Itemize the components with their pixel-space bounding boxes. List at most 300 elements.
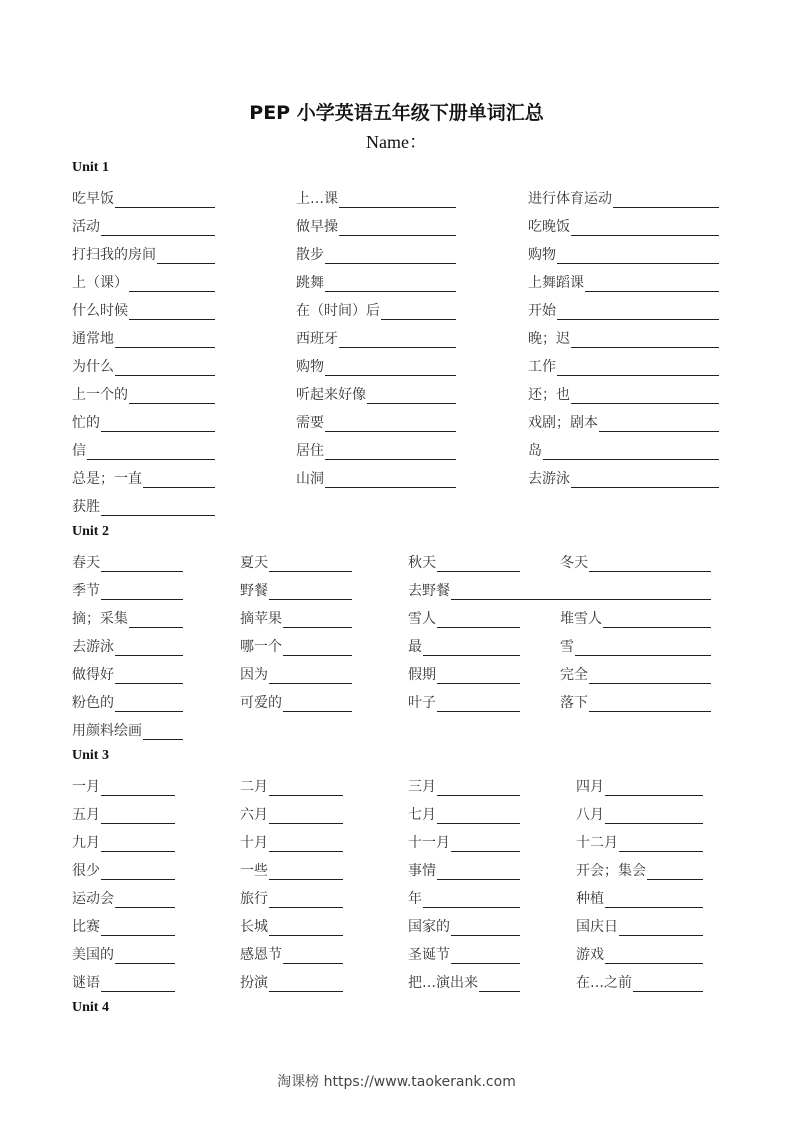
answer-blank[interactable]	[283, 947, 343, 964]
word-label: 很少	[72, 863, 100, 879]
answer-blank[interactable]	[451, 947, 520, 964]
word-entry	[576, 804, 703, 824]
word-entry	[576, 972, 703, 992]
word-entry	[240, 888, 343, 908]
word-label: 可爱的	[240, 695, 282, 711]
word-entry	[72, 496, 215, 516]
answer-blank[interactable]	[605, 947, 703, 964]
answer-blank[interactable]	[479, 975, 520, 992]
unit3-row	[0, 972, 793, 1000]
word-entry	[72, 692, 183, 712]
answer-blank[interactable]	[619, 835, 703, 852]
answer-blank[interactable]	[589, 695, 711, 712]
word-entry	[296, 300, 456, 320]
word-entry	[408, 972, 520, 992]
word-entry	[576, 860, 703, 880]
word-entry	[408, 580, 711, 600]
word-label: 秋天	[408, 555, 436, 571]
word-entry	[72, 356, 215, 376]
word-label: 打扫我的房间	[72, 247, 156, 263]
word-label: 活动	[72, 219, 100, 235]
word-entry	[72, 384, 215, 404]
answer-blank[interactable]	[115, 639, 183, 656]
answer-blank[interactable]	[143, 723, 183, 740]
answer-blank[interactable]	[571, 219, 719, 236]
word-entry	[296, 272, 456, 292]
unit1-row	[0, 496, 793, 524]
word-entry	[296, 468, 456, 488]
word-label: 五月	[72, 807, 100, 823]
word-label: 上舞蹈课	[528, 275, 584, 291]
word-label: 上一个的	[72, 387, 128, 403]
word-label: 开始	[528, 303, 556, 319]
answer-blank[interactable]	[599, 415, 719, 432]
word-label: 假期	[408, 667, 436, 683]
word-label: 雪	[560, 639, 574, 655]
unit3-heading: Unit 3	[72, 748, 109, 763]
word-entry	[72, 944, 175, 964]
answer-blank[interactable]	[605, 779, 703, 796]
answer-blank[interactable]	[325, 247, 456, 264]
unit3-row	[0, 832, 793, 860]
word-label: 用颜料绘画	[72, 723, 142, 739]
answer-blank[interactable]	[157, 247, 215, 264]
word-entry	[296, 188, 456, 208]
answer-blank[interactable]	[647, 863, 703, 880]
answer-blank[interactable]	[129, 275, 215, 292]
answer-blank[interactable]	[115, 667, 183, 684]
answer-blank[interactable]	[269, 779, 343, 796]
answer-blank[interactable]	[603, 611, 711, 628]
word-entry	[408, 636, 520, 656]
word-label: 去游泳	[72, 639, 114, 655]
word-label: 西班牙	[296, 331, 338, 347]
word-label: 进行体育运动	[528, 191, 612, 207]
word-entry	[240, 944, 343, 964]
word-entry	[528, 300, 719, 320]
word-label: 居住	[296, 443, 324, 459]
answer-blank[interactable]	[437, 555, 520, 572]
word-label: 国庆日	[576, 919, 618, 935]
unit4-heading: Unit 4	[72, 1000, 109, 1015]
word-entry	[408, 916, 520, 936]
answer-blank[interactable]	[451, 919, 520, 936]
word-label: 八月	[576, 807, 604, 823]
word-entry	[72, 636, 183, 656]
word-entry	[528, 272, 719, 292]
answer-blank[interactable]	[451, 583, 711, 600]
answer-blank[interactable]	[437, 807, 520, 824]
answer-blank[interactable]	[325, 443, 456, 460]
word-entry	[296, 356, 456, 376]
word-entry	[72, 300, 215, 320]
word-entry	[408, 692, 520, 712]
answer-blank[interactable]	[101, 863, 175, 880]
unit2-row	[0, 664, 793, 692]
word-label: 哪一个	[240, 639, 282, 655]
answer-blank[interactable]	[339, 219, 456, 236]
word-label: 把…演出来	[408, 975, 478, 991]
word-entry	[528, 412, 719, 432]
word-entry	[296, 216, 456, 236]
answer-blank[interactable]	[101, 835, 175, 852]
unit2-row	[0, 552, 793, 580]
answer-blank[interactable]	[283, 639, 352, 656]
word-label: 一些	[240, 863, 268, 879]
word-label: 游戏	[576, 947, 604, 963]
answer-blank[interactable]	[543, 443, 719, 460]
answer-blank[interactable]	[101, 919, 175, 936]
word-entry	[560, 664, 711, 684]
unit1-row	[0, 468, 793, 496]
answer-blank[interactable]	[605, 891, 703, 908]
word-label: 做早操	[296, 219, 338, 235]
word-label: 十月	[240, 835, 268, 851]
word-entry	[240, 636, 352, 656]
answer-blank[interactable]	[325, 275, 456, 292]
answer-blank[interactable]	[325, 471, 456, 488]
word-label: 开会；集会	[576, 863, 646, 879]
word-label: 美国的	[72, 947, 114, 963]
answer-blank[interactable]	[437, 667, 520, 684]
word-entry	[576, 776, 703, 796]
word-entry	[72, 580, 183, 600]
word-entry	[560, 636, 711, 656]
answer-blank[interactable]	[269, 919, 343, 936]
answer-blank[interactable]	[269, 555, 352, 572]
word-entry	[296, 412, 456, 432]
word-label: 需要	[296, 415, 324, 431]
answer-blank[interactable]	[571, 471, 719, 488]
word-label: 去野餐	[408, 583, 450, 599]
word-entry	[72, 552, 183, 572]
word-label: 谜语	[72, 975, 100, 991]
word-label: 最	[408, 639, 422, 655]
answer-blank[interactable]	[101, 415, 215, 432]
word-entry	[576, 944, 703, 964]
word-label: 工作	[528, 359, 556, 375]
answer-blank[interactable]	[283, 695, 352, 712]
word-entry	[528, 216, 719, 236]
answer-blank[interactable]	[619, 919, 703, 936]
answer-blank[interactable]	[101, 975, 175, 992]
word-entry	[408, 552, 520, 572]
word-entry	[72, 272, 215, 292]
word-label: 山洞	[296, 471, 324, 487]
word-entry	[72, 664, 183, 684]
answer-blank[interactable]	[115, 695, 183, 712]
word-entry	[408, 888, 520, 908]
answer-blank[interactable]	[101, 807, 175, 824]
unit1-row	[0, 384, 793, 412]
word-label: 跳舞	[296, 275, 324, 291]
word-entry	[240, 552, 352, 572]
word-label: 购物	[528, 247, 556, 263]
word-entry	[240, 972, 343, 992]
word-entry	[240, 664, 352, 684]
unit3-row	[0, 888, 793, 916]
word-label: 还；也	[528, 387, 570, 403]
word-label: 雪人	[408, 611, 436, 627]
unit1-heading: Unit 1	[72, 160, 109, 175]
word-entry	[72, 832, 175, 852]
word-label: 二月	[240, 779, 268, 795]
word-entry	[240, 580, 352, 600]
word-label: 通常地	[72, 331, 114, 347]
word-label: 上…课	[296, 191, 338, 207]
word-label: 摘；采集	[72, 611, 128, 627]
answer-blank[interactable]	[423, 639, 520, 656]
word-entry	[408, 776, 520, 796]
word-label: 季节	[72, 583, 100, 599]
answer-blank[interactable]	[269, 975, 343, 992]
word-label: 四月	[576, 779, 604, 795]
word-entry	[72, 216, 215, 236]
word-label: 晚；迟	[528, 331, 570, 347]
word-label: 上（课）	[72, 275, 128, 291]
answer-blank[interactable]	[633, 975, 703, 992]
answer-blank[interactable]	[325, 359, 456, 376]
answer-blank[interactable]	[575, 639, 711, 656]
word-entry	[528, 384, 719, 404]
word-label: 忙的	[72, 415, 100, 431]
word-entry	[72, 776, 175, 796]
word-label: 运动会	[72, 891, 114, 907]
word-label: 旅行	[240, 891, 268, 907]
answer-blank[interactable]	[605, 807, 703, 824]
word-label: 堆雪人	[560, 611, 602, 627]
answer-blank[interactable]	[339, 191, 456, 208]
word-label: 为什么	[72, 359, 114, 375]
answer-blank[interactable]	[143, 471, 215, 488]
answer-blank[interactable]	[557, 247, 719, 264]
word-label: 叶子	[408, 695, 436, 711]
word-label: 国家的	[408, 919, 450, 935]
answer-blank[interactable]	[571, 387, 719, 404]
answer-blank[interactable]	[115, 947, 175, 964]
word-label: 七月	[408, 807, 436, 823]
answer-blank[interactable]	[269, 863, 343, 880]
unit3-row	[0, 916, 793, 944]
word-label: 落下	[560, 695, 588, 711]
word-label: 做得好	[72, 667, 114, 683]
answer-blank[interactable]	[283, 611, 352, 628]
answer-blank[interactable]	[269, 835, 343, 852]
answer-blank[interactable]	[269, 891, 343, 908]
unit3-row	[0, 860, 793, 888]
answer-blank[interactable]	[115, 191, 215, 208]
word-entry	[240, 608, 352, 628]
unit3-row	[0, 804, 793, 832]
word-label: 什么时候	[72, 303, 128, 319]
answer-blank[interactable]	[613, 191, 719, 208]
answer-blank[interactable]	[269, 583, 352, 600]
word-label: 在（时间）后	[296, 303, 380, 319]
word-label: 年	[408, 891, 422, 907]
name-label: Name：	[366, 132, 427, 152]
word-entry	[528, 244, 719, 264]
word-label: 总是；一直	[72, 471, 142, 487]
answer-blank[interactable]	[381, 303, 456, 320]
word-entry	[408, 944, 520, 964]
word-label: 吃早饭	[72, 191, 114, 207]
word-entry	[72, 972, 175, 992]
word-entry	[72, 328, 215, 348]
word-entry	[528, 356, 719, 376]
word-entry	[72, 468, 215, 488]
word-label: 冬天	[560, 555, 588, 571]
word-label: 粉色的	[72, 695, 114, 711]
word-entry	[408, 608, 520, 628]
answer-blank[interactable]	[571, 331, 719, 348]
answer-blank[interactable]	[129, 387, 215, 404]
answer-blank[interactable]	[115, 891, 175, 908]
word-label: 完全	[560, 667, 588, 683]
answer-blank[interactable]	[269, 667, 352, 684]
word-label: 扮演	[240, 975, 268, 991]
word-label: 去游泳	[528, 471, 570, 487]
word-entry	[296, 244, 456, 264]
word-entry	[72, 608, 183, 628]
unit2-row	[0, 580, 793, 608]
word-label: 购物	[296, 359, 324, 375]
page-title: PEP 小学英语五年级下册单词汇总	[249, 102, 544, 124]
word-entry	[72, 188, 215, 208]
word-entry	[72, 860, 175, 880]
answer-blank[interactable]	[101, 583, 183, 600]
unit1-row	[0, 328, 793, 356]
unit1-row	[0, 300, 793, 328]
word-entry	[560, 608, 711, 628]
unit1-row	[0, 412, 793, 440]
unit3-row	[0, 944, 793, 972]
answer-blank[interactable]	[557, 303, 719, 320]
word-entry	[296, 328, 456, 348]
word-entry	[240, 776, 343, 796]
unit2-heading: Unit 2	[72, 524, 109, 539]
unit1-row	[0, 188, 793, 216]
word-label: 感恩节	[240, 947, 282, 963]
word-entry	[408, 664, 520, 684]
answer-blank[interactable]	[437, 695, 520, 712]
word-entry	[72, 440, 215, 460]
answer-blank[interactable]	[437, 863, 520, 880]
word-entry	[72, 720, 183, 740]
word-label: 种植	[576, 891, 604, 907]
word-entry	[240, 804, 343, 824]
unit1-row	[0, 216, 793, 244]
unit2-row	[0, 636, 793, 664]
word-entry	[240, 692, 352, 712]
word-label: 野餐	[240, 583, 268, 599]
word-entry	[408, 860, 520, 880]
word-label: 十一月	[408, 835, 450, 851]
word-entry	[240, 916, 343, 936]
word-label: 一月	[72, 779, 100, 795]
word-label: 春天	[72, 555, 100, 571]
answer-blank[interactable]	[101, 219, 215, 236]
word-entry	[560, 692, 711, 712]
word-entry	[528, 328, 719, 348]
answer-blank[interactable]	[129, 611, 183, 628]
word-label: 因为	[240, 667, 268, 683]
word-entry	[240, 832, 343, 852]
word-entry	[72, 412, 215, 432]
word-label: 九月	[72, 835, 100, 851]
answer-blank[interactable]	[115, 331, 215, 348]
word-entry	[560, 552, 711, 572]
word-label: 长城	[240, 919, 268, 935]
word-label: 比赛	[72, 919, 100, 935]
word-label: 听起来好像	[296, 387, 366, 403]
word-label: 事情	[408, 863, 436, 879]
word-entry	[528, 468, 719, 488]
answer-blank[interactable]	[451, 835, 520, 852]
word-label: 摘苹果	[240, 611, 282, 627]
answer-blank[interactable]	[557, 359, 719, 376]
unit2-row	[0, 720, 793, 748]
word-entry	[296, 384, 456, 404]
word-entry	[408, 832, 520, 852]
unit1-row	[0, 356, 793, 384]
answer-blank[interactable]	[101, 779, 175, 796]
answer-blank[interactable]	[589, 667, 711, 684]
answer-blank[interactable]	[101, 555, 183, 572]
footer-watermark: 淘课榜 https://www.taokerank.com	[277, 1074, 516, 1090]
unit1-row	[0, 244, 793, 272]
word-entry	[528, 440, 719, 460]
word-label: 吃晚饭	[528, 219, 570, 235]
word-label: 三月	[408, 779, 436, 795]
answer-blank[interactable]	[87, 443, 215, 460]
answer-blank[interactable]	[423, 891, 520, 908]
answer-blank[interactable]	[437, 779, 520, 796]
answer-blank[interactable]	[129, 303, 215, 320]
unit3-row	[0, 776, 793, 804]
unit2-row	[0, 692, 793, 720]
unit1-row	[0, 440, 793, 468]
word-label: 六月	[240, 807, 268, 823]
word-label: 十二月	[576, 835, 618, 851]
answer-blank[interactable]	[325, 415, 456, 432]
word-label: 夏天	[240, 555, 268, 571]
word-entry	[576, 832, 703, 852]
word-label: 岛	[528, 443, 542, 459]
word-label: 散步	[296, 247, 324, 263]
word-entry	[72, 804, 175, 824]
word-entry	[72, 244, 215, 264]
answer-blank[interactable]	[437, 611, 520, 628]
unit2-row	[0, 608, 793, 636]
answer-blank[interactable]	[269, 807, 343, 824]
word-label: 圣诞节	[408, 947, 450, 963]
answer-blank[interactable]	[589, 555, 711, 572]
answer-blank[interactable]	[101, 499, 215, 516]
word-entry	[72, 888, 175, 908]
answer-blank[interactable]	[339, 331, 456, 348]
word-entry	[576, 916, 703, 936]
word-entry	[296, 440, 456, 460]
word-entry	[72, 916, 175, 936]
word-entry	[576, 888, 703, 908]
word-label: 在…之前	[576, 975, 632, 991]
answer-blank[interactable]	[367, 387, 456, 404]
word-label: 获胜	[72, 499, 100, 515]
word-label: 戏剧；剧本	[528, 415, 598, 431]
word-entry	[528, 188, 719, 208]
answer-blank[interactable]	[585, 275, 719, 292]
answer-blank[interactable]	[115, 359, 215, 376]
